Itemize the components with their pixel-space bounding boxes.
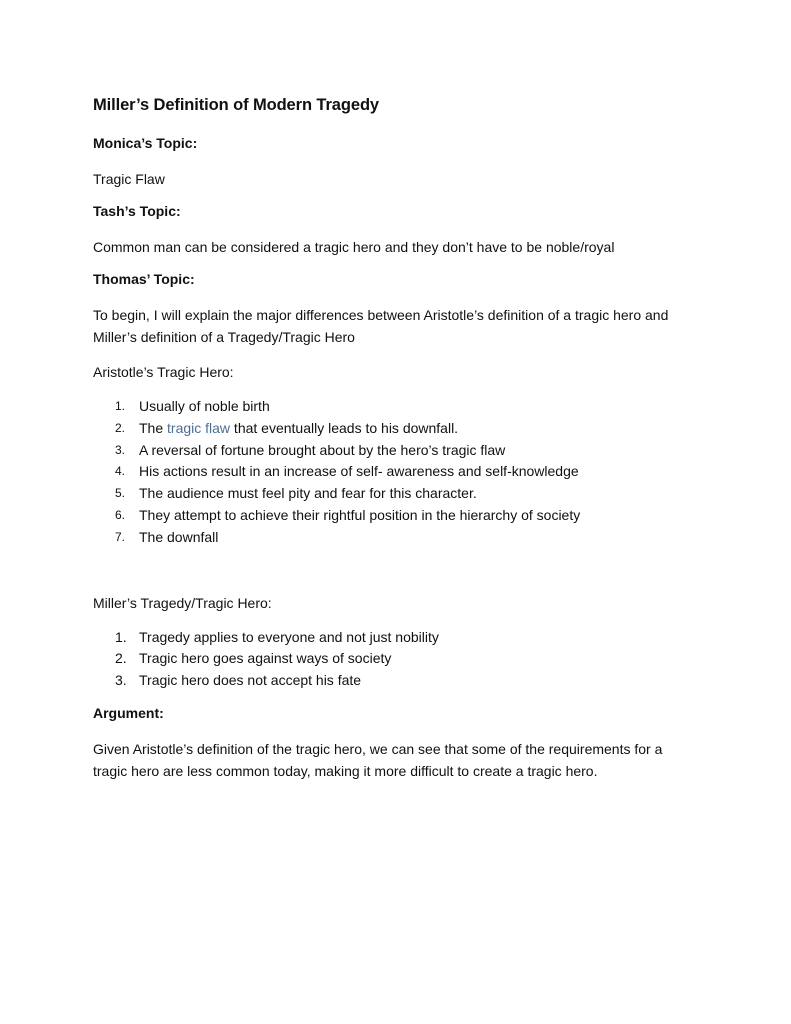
list-item (93, 648, 713, 670)
tash-topic-heading: Tash’s Topic: (93, 203, 181, 219)
monica-topic-text: Tragic Flaw (93, 171, 165, 187)
list-number: 2. (115, 420, 126, 435)
argument-text (93, 738, 713, 782)
list-item-text: A reversal of fortune brought about by the hero’s tragic flaw (139, 441, 506, 458)
list-item-text: The downfall (139, 528, 219, 545)
list-item (93, 483, 713, 505)
list-number: 7. (115, 529, 126, 544)
list-number: 5. (115, 486, 126, 501)
list-number: 4. (115, 464, 126, 479)
miller-list (93, 627, 713, 692)
thomas-intro-line-2: Miller’s definition of a Tragedy/Tragic Hero (93, 329, 355, 345)
list-item (93, 396, 713, 418)
list-number: 1. (115, 399, 126, 413)
argument-heading: Argument: (93, 704, 164, 721)
list-number: 3. (115, 672, 127, 689)
aristotle-list-label: Aristotle’s Tragic Hero: (93, 364, 234, 380)
list-item (93, 670, 713, 692)
document-page (93, 96, 713, 795)
miller-list-label: Miller’s Tragedy/Tragic Hero: (93, 594, 272, 611)
list-item (93, 527, 713, 549)
thomas-intro-line-1: To begin, I will explain the major differences between Aristotle’s definition of a tragic hero and (93, 307, 669, 323)
list-item-text: Usually of noble birth (139, 398, 270, 414)
list-item-text: They attempt to achieve their rightful position in the hierarchy of society (139, 506, 581, 523)
thomas-topic-intro (93, 304, 713, 348)
thomas-topic-heading: Thomas’ Topic: (93, 271, 195, 287)
document-title: Miller’s Definition of Modern Tragedy (93, 96, 379, 114)
list-item (93, 461, 713, 483)
monica-topic-heading: Monica’s Topic: (93, 135, 198, 151)
list-number: 2. (115, 650, 127, 667)
list-number: 6. (115, 507, 126, 522)
list-item (93, 627, 713, 649)
tash-topic-text: Common man can be considered a tragic hero and they don’t have to be noble/royal (93, 239, 615, 255)
list-item (93, 505, 713, 527)
list-item-text-pre: The (139, 419, 168, 436)
list-item-text: Tragic hero goes against ways of society (139, 650, 392, 667)
list-number: 1. (115, 628, 127, 645)
list-item-text-post: that eventually leads to his downfall. (230, 419, 459, 436)
spacer (93, 562, 713, 592)
list-item-text: The audience must feel pity and fear for this character. (139, 485, 477, 502)
list-item-text: Tragic hero does not accept his fate (139, 672, 362, 689)
list-item-text: Tragedy applies to everyone and not just nobility (139, 628, 439, 645)
tragic-flaw-link[interactable]: tragic flaw (167, 419, 231, 436)
list-item-text: His actions result in an increase of self- awareness and self-knowledge (139, 463, 579, 480)
aristotle-list (93, 396, 713, 549)
argument-line-2: tragic hero are less common today, making it more difficult to create a tragic hero. (93, 762, 598, 779)
list-item (93, 440, 713, 462)
argument-line-1: Given Aristotle’s definition of the tragic hero, we can see that some of the requirements for a (93, 740, 663, 757)
list-item (93, 418, 713, 440)
list-item-text (139, 418, 458, 440)
list-number: 3. (115, 442, 126, 457)
